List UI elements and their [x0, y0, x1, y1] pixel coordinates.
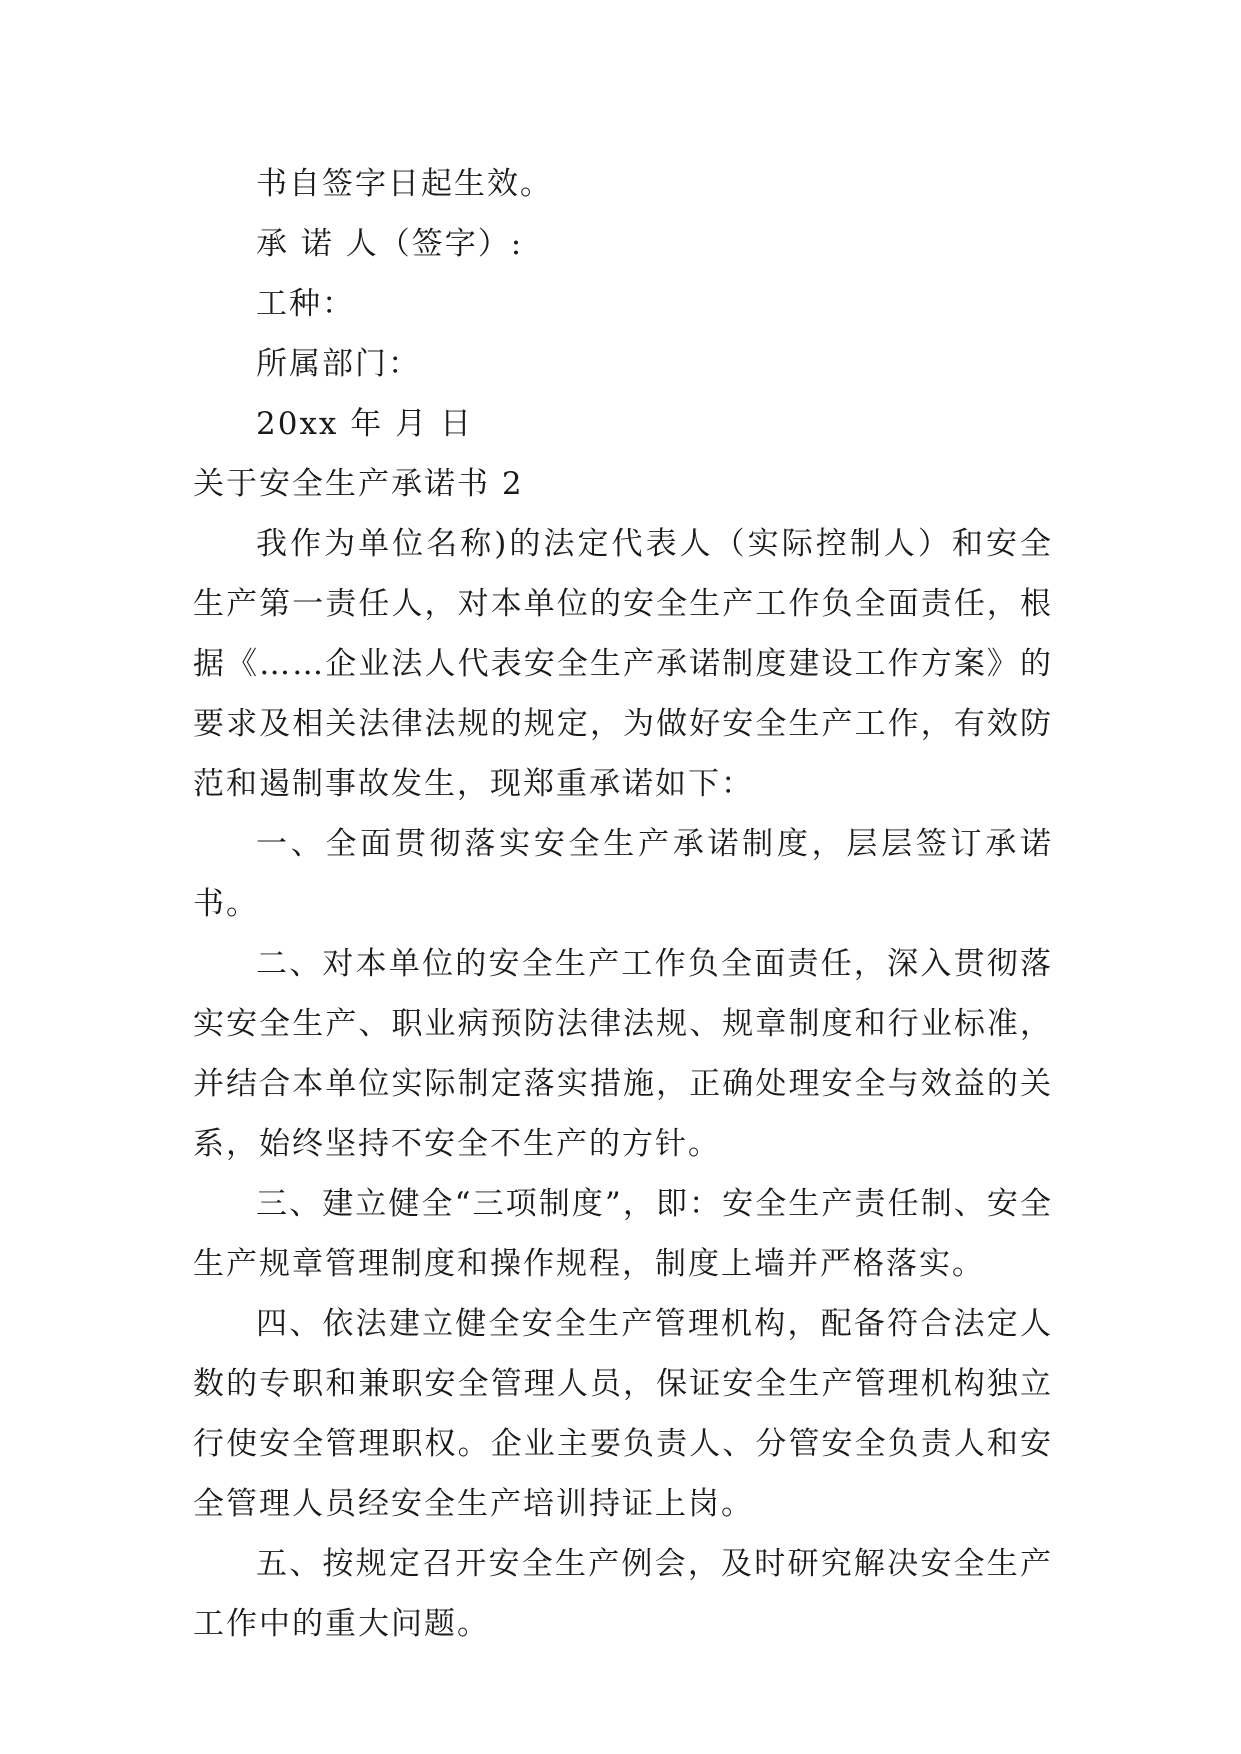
paragraph-item-2: 二、对本单位的安全生产工作负全面责任，深入贯彻落实安全生产、职业病预防法律法规、规章制度和行业标准，并结合本单位实际制定落实措施，正确处理安全与效益的关系，始终坚持不安全不生产的方针。	[193, 946, 1053, 1162]
effective-clause-line: 书自签字日起生效。	[256, 166, 553, 202]
section-title: 关于安全生产承诺书 2	[193, 466, 524, 502]
paragraph-intro: 我作为单位名称)的法定代表人（实际控制人）和安全生产第一责任人，对本单位的安全生产工作负全面责任，根据《……企业法人代表安全生产承诺制度建设工作方案》的要求及相关法律法规的规定，为做好安全生产工作，有效防范和遏制事故发生，现郑重承诺如下：	[193, 526, 1053, 802]
paragraph-item-4: 四、依法建立健全安全生产管理机构，配备符合法定人数的专职和兼职安全管理人员，保证安全生产管理机构独立行使安全管理职权。企业主要负责人、分管安全负责人和安全管理人员经安全生产培训持证上岗。	[193, 1306, 1053, 1522]
date-line: 20xx 年 月 日	[256, 406, 473, 442]
promisor-signature-line: 承 诺 人（签字）:	[256, 226, 524, 262]
department-line: 所属部门：	[256, 346, 421, 382]
paragraph-item-5: 五、按规定召开安全生产例会，及时研究解决安全生产工作中的重大问题。	[193, 1546, 1053, 1642]
paragraph-item-3: 三、建立健全“三项制度”，即：安全生产责任制、安全生产规章管理制度和操作规程，制度上墙并严格落实。	[193, 1186, 1053, 1282]
job-type-line: 工种：	[256, 286, 355, 322]
document-body	[193, 154, 1053, 1654]
paragraph-item-1: 一、全面贯彻落实安全生产承诺制度，层层签订承诺书。	[193, 826, 1053, 922]
